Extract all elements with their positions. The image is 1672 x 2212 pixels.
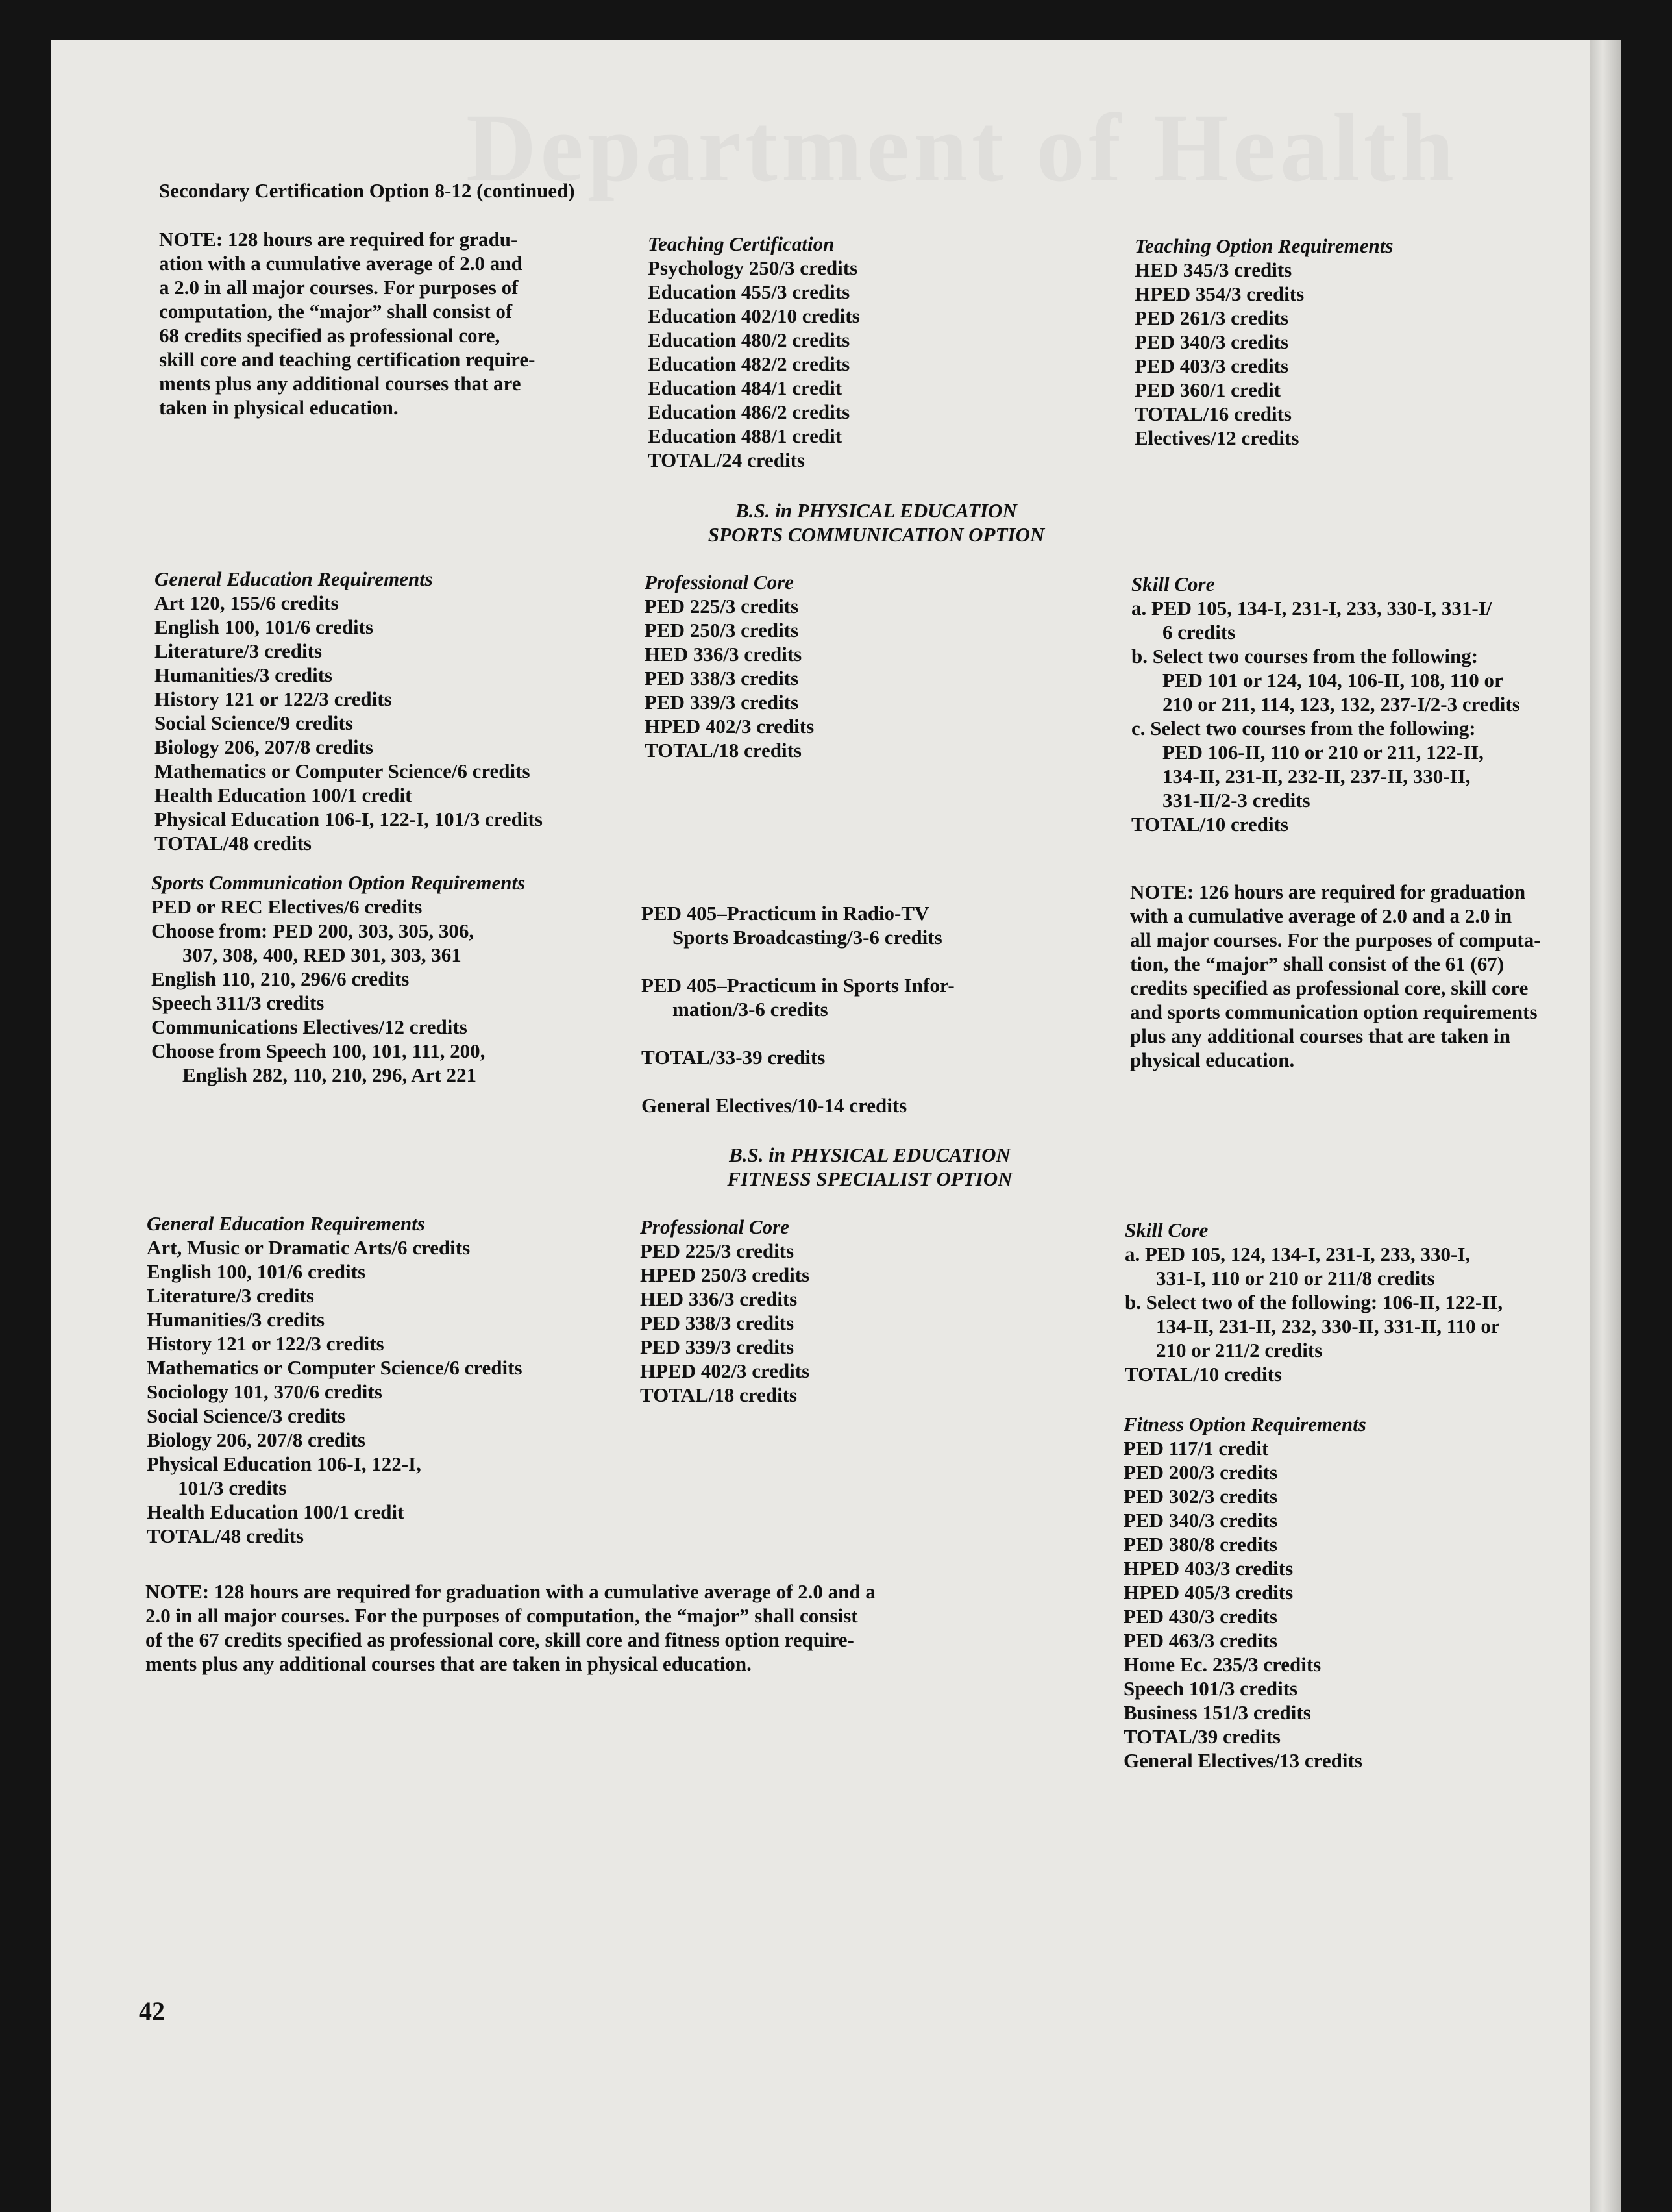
s2-heading: B.S. in PHYSICAL EDUCATION SPORTS COMMUNICATION OPTION	[707, 499, 1045, 546]
block-title: General Education Requirements	[154, 567, 433, 590]
block-title: Teaching Certification	[648, 232, 835, 255]
s3-note: NOTE: 128 hours are required for graduation with a cumulative average of 2.0 and a 2.0 in all major courses. For the purposes of computation, the “major” shall consist of the 67 credits specified as professional core, skill core and fitness option require- ments plus any additional courses that are taken in physical education.	[145, 1580, 876, 1675]
s2-skill-core: Skill Core a. PED 105, 134-I, 231-I, 233, 330-I, 331-I/ 6 credits b. Select two courses from the following: PED 101 or 124, 104, 106-II, 108, 110 or 210 or 211, 114, 123, 132, 237-I/2-3 credits c. Select two courses from the following: PED 106-II, 110 or 210 or 211, 122-II, 134-II, 231-II, 232-II, 237-II, 330-II, 331-II/2-3 credits TOTAL/10 credits	[1131, 573, 1520, 836]
s1-teaching-option: Teaching Option Requirements HED 345/3 credits HPED 354/3 credits PED 261/3 credits PED 340/3 credits PED 403/3 credits PED 360/1 credit TOTAL/16 credits Electives/12 credits	[1135, 234, 1394, 449]
s1-note: NOTE: 128 hours are required for gradu- ation with a cumulative average of 2.0 and a 2.0 in all major courses. For purposes of computation, the “major” shall consist of 68 credits specified as professional core, skill core and teaching certification require- ments plus any additional courses that are taken in physical education.	[159, 228, 535, 419]
block-title: Skill Core	[1131, 573, 1215, 595]
s3-fitness-requirements: Fitness Option Requirements PED 117/1 credit PED 200/3 credits PED 302/3 credits PED 340/3 credits PED 380/8 credits HPED 403/3 credits HPED 405/3 credits PED 430/3 credits PED 463/3 credits Home Ec. 235/3 credits Speech 101/3 credits Business 151/3 credits TOTAL/39 credits General Electives/13 credits	[1124, 1413, 1366, 1772]
s2-note: NOTE: 126 hours are required for graduation with a cumulative average of 2.0 and a 2.0 in all major courses. For the purposes of computa- tion, the “major” shall consist of the 61 (67) credits specified as professional core, skill core and sports communication option requirements plus any additional courses that are taken in physical education.	[1130, 880, 1541, 1071]
s2-sports-requirements: Sports Communication Option Requirements PED or REC Electives/6 credits Choose from: PED 200, 303, 305, 306, 307, 308, 400, RED 301, 303, 361 English 110, 210, 296/6 credits Speech 311/3 credits Communications Electives/12 credits Choose from Speech 100, 101, 111, 200, English 282, 110, 210, 296, Art 221	[151, 871, 526, 1086]
s2-general-education: General Education Requirements Art 120, 155/6 credits English 100, 101/6 credits Literature/3 credits Humanities/3 credits History 121 or 122/3 credits Social Science/9 credits Biology 206, 207/8 credits Mathematics or Computer Science/6 credits Health Education 100/1 credit Physical Education 106-I, 122-I, 101/3 credits TOTAL/48 credits	[154, 567, 543, 854]
block-title: Teaching Option Requirements	[1135, 234, 1394, 257]
block-title: Professional Core	[645, 571, 794, 593]
block-title: Fitness Option Requirements	[1124, 1413, 1366, 1435]
block-title: General Education Requirements	[147, 1212, 425, 1235]
s2-practicum: PED 405–Practicum in Radio-TV Sports Broadcasting/3-6 credits PED 405–Practicum in Sports Infor- mation/3-6 credits TOTAL/33-39 credits General Electives/10-14 credits	[641, 902, 955, 1117]
s1-teaching-certification: Teaching Certification Psychology 250/3 credits Education 455/3 credits Education 402/10 credits Education 480/2 credits Education 482/2 credits Education 484/1 credit Education 486/2 credits Education 488/1 credit TOTAL/24 credits	[648, 232, 860, 471]
s3-skill-core: Skill Core a. PED 105, 124, 134-I, 231-I, 233, 330-I, 331-I, 110 or 210 or 211/8 credits b. Select two of the following: 106-II, 122-II, 134-II, 231-II, 232, 330-II, 331-II, 110 or 210 or 211/2 credits TOTAL/10 credits	[1125, 1219, 1503, 1386]
s3-professional-core: Professional Core PED 225/3 credits HPED 250/3 credits HED 336/3 credits PED 338/3 credits PED 339/3 credits HPED 402/3 credits TOTAL/18 credits	[640, 1215, 810, 1406]
block-title: Professional Core	[640, 1215, 789, 1238]
page-edge	[1590, 40, 1621, 2212]
s2-professional-core: Professional Core PED 225/3 credits PED 250/3 credits HED 336/3 credits PED 338/3 credits PED 339/3 credits HPED 402/3 credits TOTAL/18 credits	[645, 571, 815, 762]
block-title: Skill Core	[1125, 1219, 1209, 1241]
s3-heading: B.S. in PHYSICAL EDUCATION FITNESS SPECIALIST OPTION	[727, 1143, 1013, 1190]
block-title: Sports Communication Option Requirements	[151, 871, 526, 894]
s3-general-education: General Education Requirements Art, Music or Dramatic Arts/6 credits English 100, 101/6 credits Literature/3 credits Humanities/3 credits History 121 or 122/3 credits Mathematics or Computer Science/6 credits Sociology 101, 370/6 credits Social Science/3 credits Biology 206, 207/8 credits Physical Education 106-I, 122-I, 101/3 credits Health Education 100/1 credit TOTAL/48 credits	[147, 1212, 522, 1547]
page-number: 42	[139, 1996, 165, 2026]
section-header: Secondary Certification Option 8-12 (continued)	[159, 179, 575, 202]
bleed-through	[466, 92, 1458, 204]
